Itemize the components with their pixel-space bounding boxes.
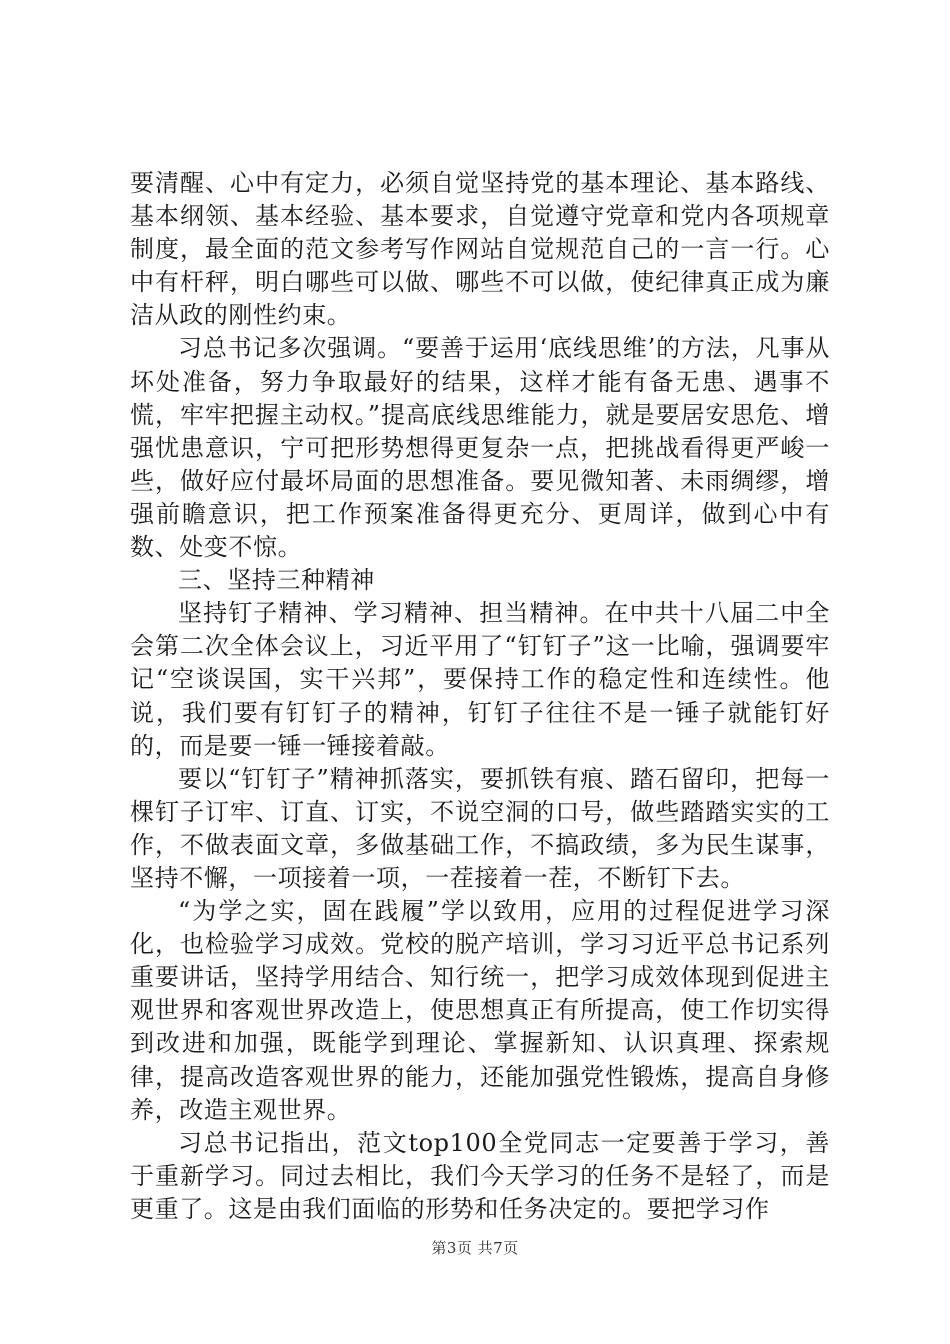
paragraph-continuation: 要清醒、心中有定力，必须自觉坚持党的基本理论、基本路线、基本纲领、基本经验、基本要求，自觉遵守党章和党内各项规章制度，最全面的范文参考写作网站自觉规范自己的一言一行。心中有杆秤，明白哪些可以做、哪些不可以做，使纪律真正成为廉洁从政的刚性约束。 xyxy=(130,169,830,330)
paragraph-nail-spirit: 坚持钉子精神、学习精神、担当精神。在中共十八届二中全会第二次全体会议上，习近平用了“钉钉子”这一比喻，强调要牢记“空谈误国，实干兴邦”，要保持工作的稳定性和连续性。他说，我们要有钉钉子的精神，钉钉子往往不是一锤子就能钉好的，而是要一锤一锤接着敲。 xyxy=(130,599,830,760)
paragraph-bottom-line-thinking: 习总书记多次强调。“要善于运用‘底线思维’的方法，凡事从坏处准备，努力争取最好的结果，这样才能有备无患、遇事不慌，牢牢把握主动权。”提高底线思维能力，就是要居安思危、增强忧患意识，宁可把形势想得更复杂一点，把挑战看得更严峻一些，做好应付最坏局面的思想准备。要见微知著、未雨绸缪，增强前瞻意识，把工作预案准备得更充分、更周详，做到心中有数、处变不惊。 xyxy=(130,334,830,562)
section-heading: 三、坚持三种精神 xyxy=(178,566,375,595)
paragraph-learning-practice: “为学之实，固在践履”学以致用，应用的过程促进学习深化，也检验学习成效。党校的脱产培训，学习习近平总书记系列重要讲话，坚持学用结合、知行统一，把学习成效体现到促进主观世界和客观世界改造上，使思想真正有所提高，使工作切实得到改进和加强，既能学到理论、掌握新知、认识真理、探索规律，提高改造客观世界的能力，还能加强党性锻炼，提高自身修养，改造主观世界。 xyxy=(130,897,830,1124)
paragraph-good-at-learning: 习总书记指出，范文top100全党同志一定要善于学习，善于重新学习。同过去相比，我们今天学习的任务不是轻了，而是更重了。这是由我们面临的形势和任务决定的。要把学习作 xyxy=(130,1128,830,1223)
page-number-footer: 第3页 共7页 xyxy=(431,1239,519,1257)
document-body xyxy=(130,167,830,1226)
paragraph-implementation: 要以“钉钉子”精神抓落实，要抓铁有痕、踏石留印，把每一棵钉子订牢、订直、订实，不说空洞的口号，做些踏踏实实的工作，不做表面文章，多做基础工作，不搞政绩，多为民生谋事，坚持不懈，一项接着一项，一茬接着一茬，不断钉下去。 xyxy=(130,764,830,892)
